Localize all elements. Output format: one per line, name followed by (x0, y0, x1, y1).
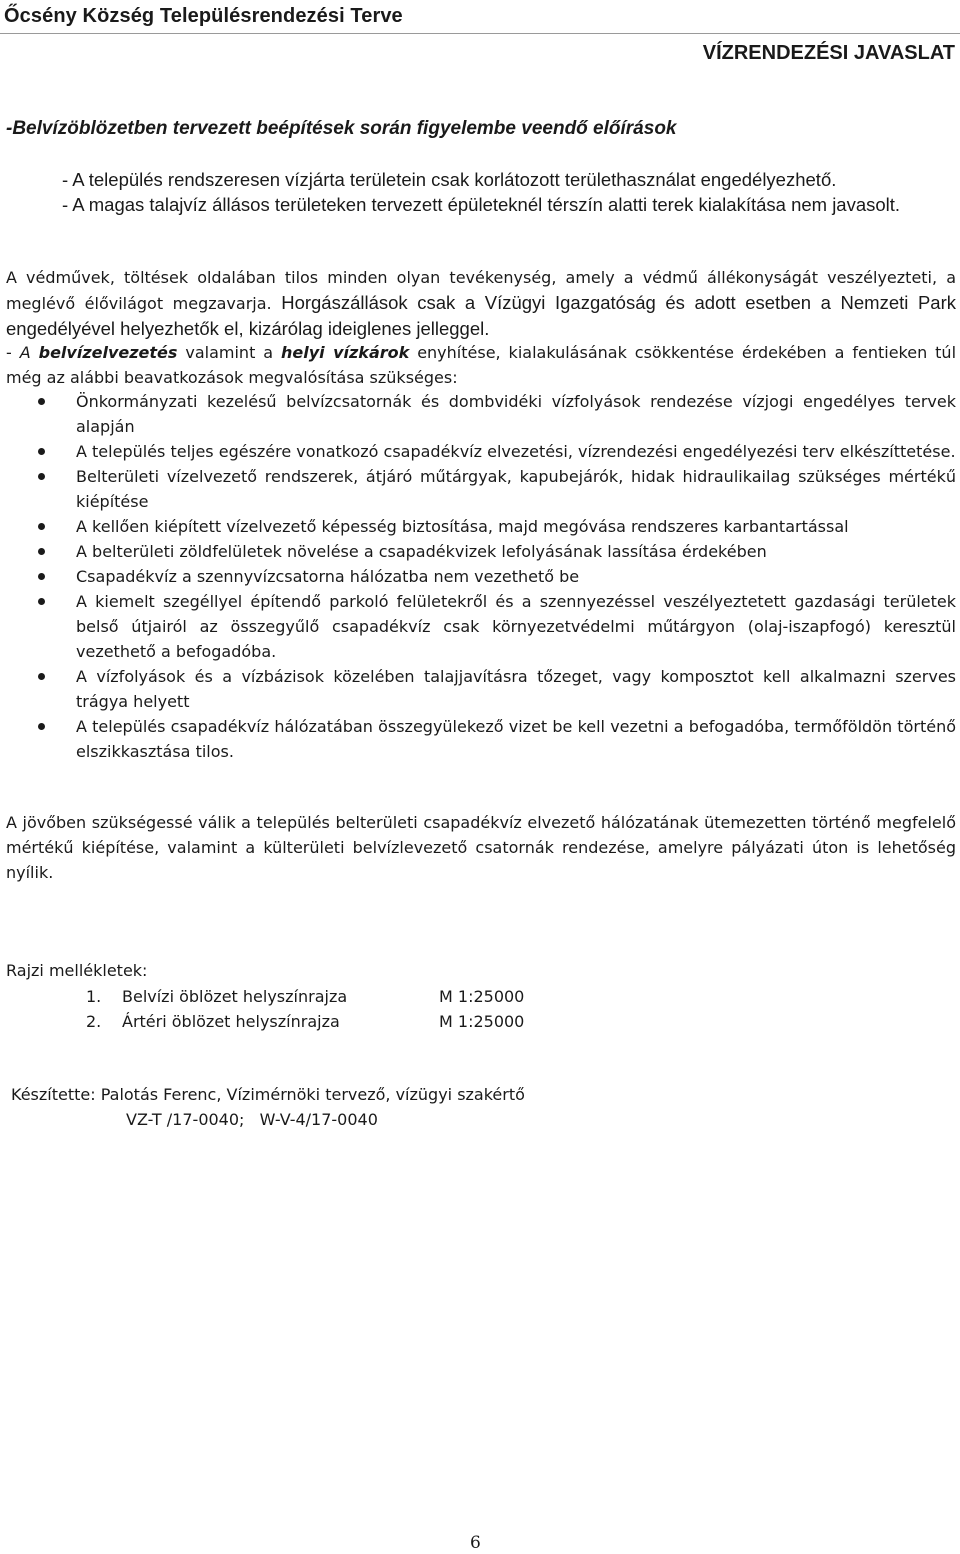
author-license: VZ-T /17-0040; W-V-4/17-0040 (126, 1110, 378, 1129)
bullet-icon (38, 448, 45, 455)
attachment-title: Ártéri öblözet helyszínrajza (122, 1012, 340, 1031)
dash-item: - A település rendszeresen vízjárta területein csak korlátozott területhasználat engedélyezhető. (62, 169, 837, 190)
measures-list (0, 389, 956, 764)
page-header (0, 0, 960, 34)
paragraph-text: A védművek, töltések oldalában tilos minden olyan tevékenység, amely a védmű állékonyságát veszélyezteti, a meglévő élővilágot megzavarja. (6, 268, 956, 313)
list-item: A település csapadékvíz hálózatában összegyülekező vizet be kell vezetni a befogadóba, termőföldön történő elszikkasztása tilos. (0, 714, 956, 764)
list-item: A kellően kiépített vízelvezető képesség biztosítása, majd megóvása rendszeres karbantartással (0, 514, 956, 539)
list-item: Csapadékvíz a szennyvízcsatorna hálózatba nem vezethető be (0, 564, 956, 589)
attachment-title: Belvízi öblözet helyszínrajza (122, 987, 348, 1006)
page-number: 6 (470, 1533, 481, 1553)
bullet-icon (38, 523, 45, 530)
paragraph-text: - (6, 343, 20, 362)
document-title: Őcsény Község Településrendezési Terve (4, 5, 403, 27)
list-item: A vízfolyások és a vízbázisok közelében talajjavításra tőzeget, vagy komposztot kell alkalmazni szerves trágya helyett (0, 664, 956, 714)
section-title: VÍZRENDEZÉSI JAVASLAT (702, 42, 955, 64)
bullet-icon (38, 673, 45, 680)
paragraph-text: Horgászállások csak a Vízügyi Igazgatóság és adott esetben a Nemzeti Park engedélyével helyezhetők el, kizárólag ideiglenes jelleggel. (6, 292, 956, 339)
bullet-icon (38, 573, 45, 580)
list-item: A kiemelt szegéllyel építendő parkoló felületekről és a szennyezéssel veszélyeztetett gazdasági területek belső útjairól az összegyűlő csapadékvíz csak környezetvédelmi műtárgyon (olaj-iszapfogó) keresztül vezethető a befogadóba. (0, 589, 956, 664)
attachments-heading: Rajzi mellékletek: (6, 961, 148, 980)
list-item: A település teljes egészére vonatkozó csapadékvíz elvezetési, vízrendezési engedélyezési terv elkészíttetése. (0, 439, 956, 464)
list-item: Önkormányzati kezelésű belvízcsatornák és dombvidéki vízfolyások rendezése vízjogi engedélyes tervek alapján (0, 389, 956, 439)
bullet-icon (38, 548, 45, 555)
paragraph-text: valamint a (177, 343, 282, 362)
list-item: A belterületi zöldfelületek növelése a csapadékvizek lefolyásának lassítása érdekében (0, 539, 956, 564)
emphasis-term: helyi vízkárok (281, 343, 410, 362)
attachment-number: 1. (86, 987, 102, 1006)
sub-heading: -Belvízöblözetben tervezett beépítések során figyelembe veendő előírások (6, 118, 677, 139)
attachment-number: 2. (86, 1012, 102, 1031)
author-line: Készítette: Palotás Ferenc, Vízimérnöki tervező, vízügyi szakértő (11, 1085, 525, 1104)
bullet-icon (38, 723, 45, 730)
paragraph-text: A jövőben szükségessé válik a település belterületi csapadékvíz elvezető hálózatának ütemezetten történő megfelelő mértékű kiépítése, valamint a külterületi belvízlevezető csatornák rendezése, amelyre pályázati úton is lehetőség nyílik. (6, 813, 956, 882)
paragraph-text: A (19, 343, 39, 362)
emphasis-term: belvízelvezetés (38, 343, 178, 362)
paragraph-text: enyhítése, kialakulásának csökkentése érdekében a fentieken túl még az alábbi beavatkozások megvalósítása szükséges: (6, 343, 957, 387)
list-item: Belterületi vízelvezető rendszerek, átjáró műtárgyak, kapubejárók, hidak hidraulikailag szükséges mértékű kiépítése (0, 464, 956, 514)
paragraph-future (6, 810, 956, 885)
attachment-scale: M 1:25000 (439, 1012, 525, 1031)
bullet-icon (38, 473, 45, 480)
dash-item: - A magas talajvíz állásos területeken tervezett épületeknél térszín alatti terek kialakítása nem javasolt. (62, 194, 901, 215)
paragraph-drainage-intro (6, 340, 956, 390)
attachment-scale: M 1:25000 (439, 987, 525, 1006)
paragraph-embankments (6, 265, 956, 341)
bullet-icon (38, 398, 45, 405)
bullet-icon (38, 598, 45, 605)
dash-list (62, 167, 956, 217)
